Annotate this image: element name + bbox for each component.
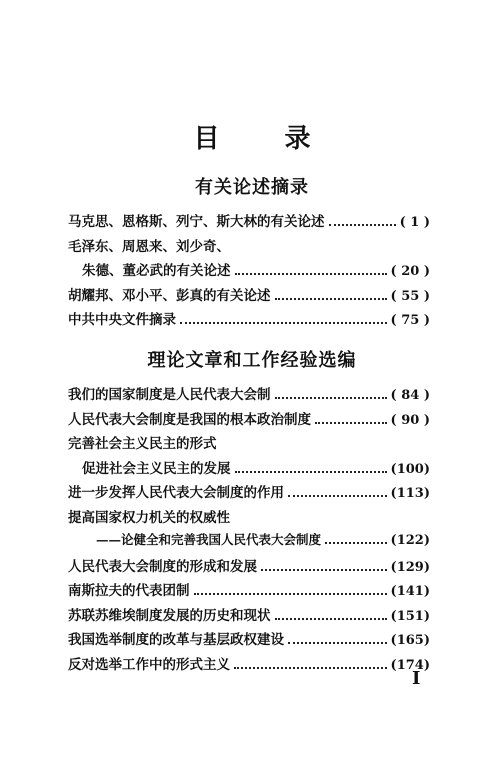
toc-entry-page: ( 84 ) [390, 388, 430, 403]
toc-entry-label: 朱德、董必武的有关论述 [82, 263, 231, 279]
toc-entry-label: 反对选举工作中的形式主义 [68, 656, 230, 673]
dot-leader [325, 542, 387, 544]
toc-entry [68, 210, 430, 235]
toc-entry-page: (165) [390, 633, 430, 648]
toc-entry [68, 555, 430, 580]
dot-leader [275, 618, 387, 620]
page-title: 目 录 [193, 124, 339, 154]
toc-entry-page: ( 20 ) [390, 264, 430, 279]
toc-entry-page: ( 1 ) [399, 215, 430, 230]
toc-entry-page: ( 75 ) [390, 313, 430, 328]
dot-leader [235, 471, 387, 473]
toc-entry-label: ——论健全和完善我国人民代表大会制度 [96, 532, 322, 547]
toc-entry [68, 408, 430, 433]
toc-entry-page: ( 90 ) [390, 412, 430, 428]
toc-entry-label: 促进社会主义民主的发展 [82, 460, 231, 477]
toc-entry [68, 383, 430, 408]
toc-entry-label: 进一步发挥人民代表大会制度的作用 [68, 485, 284, 501]
toc-entry [68, 432, 430, 457]
toc-entry [68, 506, 430, 531]
dot-leader [288, 495, 387, 497]
toc-entry-label: 提高国家权力机关的权威性 [68, 509, 230, 526]
dot-leader [235, 273, 387, 275]
dot-leader [275, 298, 387, 300]
toc-list-excerpts [68, 210, 430, 333]
toc-entry-label: 完善社会主义民主的形式 [68, 436, 217, 452]
toc-entry-label: 人民代表大会制度是我国的根本政治制度 [68, 411, 311, 428]
toc-entry [68, 235, 430, 260]
dot-leader [194, 593, 387, 595]
toc-entry-page: (151) [390, 608, 430, 624]
toc-entry [68, 259, 430, 284]
toc-entry-page: (141) [390, 584, 430, 599]
toc-entry-label: 苏联苏维埃制度发展的历史和现状 [68, 607, 271, 624]
toc-entry [68, 308, 430, 333]
toc-entry-page: (122) [390, 533, 430, 548]
dot-leader [288, 642, 387, 644]
dot-leader [329, 224, 396, 226]
toc-entry [68, 457, 430, 482]
dot-leader [180, 322, 387, 324]
page-folio: I [412, 668, 421, 689]
toc-entry-label: 我国选举制度的改革与基层政权建设 [68, 632, 284, 648]
toc-entry-page: ( 55 ) [390, 288, 430, 304]
section-heading-excerpts: 有关论述摘录 [195, 177, 309, 198]
section-heading-articles: 理论文章和工作经验选编 [147, 350, 357, 371]
toc-entry-label: 毛泽东、周恩来、刘少奇、 [68, 238, 230, 255]
toc-entry-page: (129) [390, 559, 430, 575]
toc-entry-label: 胡耀邦、邓小平、彭真的有关论述 [68, 287, 271, 304]
dot-leader [261, 569, 387, 571]
dot-leader [234, 667, 387, 669]
toc-entry [68, 284, 430, 309]
toc-entry-page: (113) [390, 486, 430, 501]
toc-entry [68, 579, 430, 604]
toc-list-articles [68, 383, 430, 677]
toc-entry-page: (174) [390, 657, 430, 673]
toc-entry [68, 481, 430, 506]
toc-entry [68, 604, 430, 629]
toc-entry-label: 中共中央文件摘录 [68, 312, 176, 328]
dot-leader [315, 422, 387, 424]
toc-entry-subtitle [68, 530, 430, 555]
toc-entry-label: 我们的国家制度是人民代表大会制 [68, 387, 271, 403]
dot-leader [275, 397, 387, 399]
toc-entry-label: 马克思、恩格斯、列宁、斯大林的有关论述 [68, 214, 325, 230]
toc-entry [68, 653, 430, 678]
toc-entry-page: (100) [390, 461, 430, 477]
toc-entry [68, 628, 430, 653]
toc-entry-label: 南斯拉夫的代表团制 [68, 583, 190, 599]
toc-entry-label: 人民代表大会制度的形成和发展 [68, 558, 257, 575]
